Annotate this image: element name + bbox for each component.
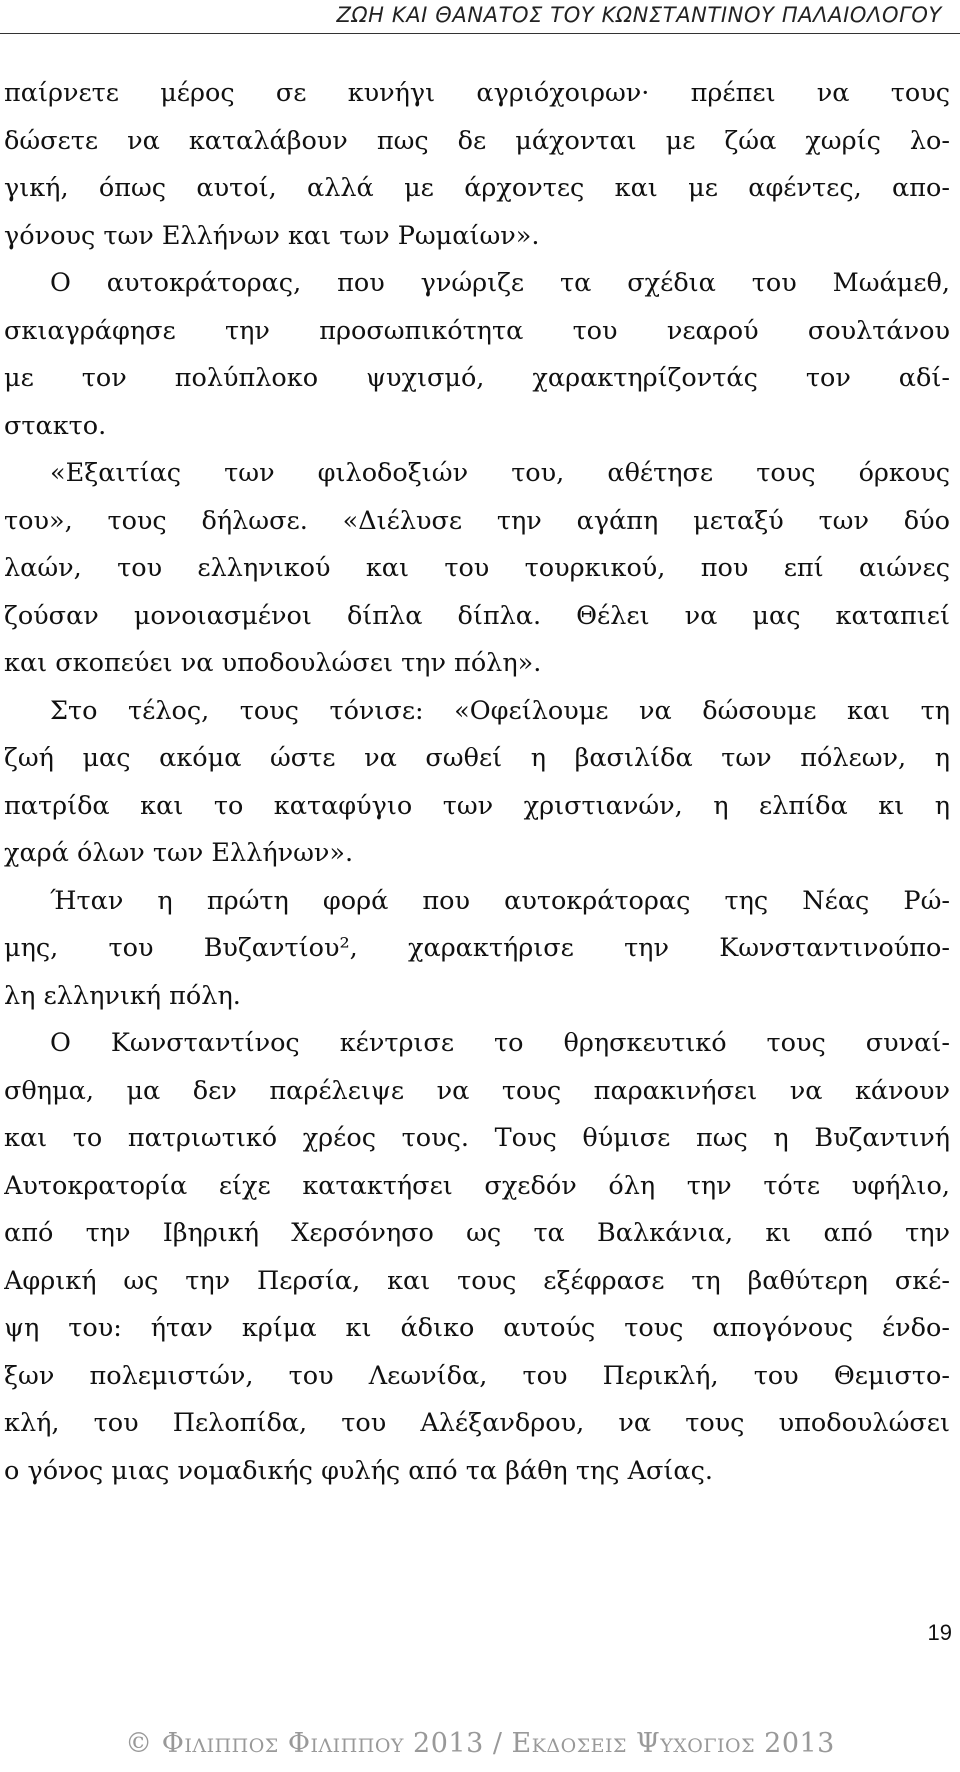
page-number: 19 <box>927 1620 952 1645</box>
text-line: «Εξαιτίας των φιλοδοξιών του, αθέτησε τους όρκους <box>50 458 950 488</box>
running-head-title: ΖΩΗ ΚΑΙ ΘΑΝΑΤΟΣ ΤΟΥ ΚΩΝΣΤΑΝΤΙΝΟΥ ΠΑΛΑΙΟΛΟΓΟΥ <box>336 3 942 27</box>
text-line: λη ελληνική πόλη. <box>4 980 241 1011</box>
text-line: ψη του: ήταν κρίμα κι άδικο αυτούς τους απογόνους ένδο- <box>4 1313 950 1343</box>
body-text <box>4 70 950 1495</box>
text-line: και το πατριωτικό χρέος τους. Τους θύμισε πως η Βυζαντινή <box>4 1123 950 1153</box>
text-line: και σκοπεύει να υποδουλώσει την πόλη». <box>4 648 542 678</box>
text-line: δώσετε να καταλάβουν πως δε μάχονται με ζώα χωρίς λο- <box>4 125 950 156</box>
text-line: γική, όπως αυτοί, αλλά με άρχοντες και με αφέντες, απο- <box>4 173 950 203</box>
text-line: Ο αυτοκράτορας, που γνώριζε τα σχέδια του Μωάμεθ, <box>50 268 950 298</box>
text-line: λαών, του ελληνικού και του τουρκικού, που επί αιώνες <box>4 553 950 583</box>
text-line: Αφρική ως την Περσία, και τους εξέφρασε τη βαθύτερη σκέ- <box>4 1265 950 1296</box>
copyright-line: © Φιλιππος Φιλιππου 2013 / Εκδοσεις Ψυχογιος 2013 <box>125 1728 835 1759</box>
text-line: πατρίδα και το καταφύγιο των χριστιανών, η ελπίδα κι η <box>4 790 950 821</box>
text-line: από την Ιβηρική Χερσόνησο ως τα Βαλκάνια, κι από την <box>4 1218 950 1248</box>
text-line: Ήταν η πρώτη φορά που αυτοκράτορας της Νέας Ρώ- <box>50 885 950 916</box>
text-line: μης, του Βυζαντίου², χαρακτήρισε την Κωνσταντινούπο- <box>4 933 950 963</box>
text-line: γόνους των Ελλήνων και των Ρωμαίων». <box>4 220 540 251</box>
text-line: του», τους δήλωσε. «Διέλυσε την αγάπη μεταξύ των δύο <box>4 505 950 536</box>
text-line: κλή, του Πελοπίδα, του Αλέξανδρου, να τους υποδουλώσει <box>4 1408 950 1438</box>
text-line: Αυτοκρατορία είχε κατακτήσει σχεδόν όλη την τότε υφήλιο, <box>4 1170 950 1201</box>
text-line: Ο Κωνσταντίνος κέντρισε το θρησκευτικό τους συναί- <box>50 1028 950 1058</box>
text-line: παίρνετε μέρος σε κυνήγι αγριόχοιρων· πρέπει να τους <box>4 78 950 108</box>
text-line: χαρά όλων των Ελλήνων». <box>4 838 354 868</box>
text-line: Στο τέλος, τους τόνισε: «Οφείλουμε να δώσουμε και τη <box>50 695 950 726</box>
text-line: στακτο. <box>4 410 107 441</box>
text-line: ζούσαν μονοιασμένοι δίπλα δίπλα. Θέλει να μας καταπιεί <box>4 600 950 631</box>
header-rule <box>0 33 960 34</box>
text-line: με τον πολύπλοκο ψυχισμό, χαρακτηρίζοντάς τον αδί- <box>4 363 950 393</box>
text-line: ο γόνος μιας νομαδικής φυλής από τα βάθη της Ασίας. <box>4 1455 714 1486</box>
text-line: ξων πολεμιστών, του Λεωνίδα, του Περικλή, του Θεμιστο- <box>4 1360 950 1391</box>
text-line: ζωή μας ακόμα ώστε να σωθεί η βασιλίδα των πόλεων, η <box>4 743 950 773</box>
text-line: σκιαγράφησε την προσωπικότητα του νεαρού σουλτάνου <box>4 315 950 346</box>
text-line: σθημα, μα δεν παρέλειψε να τους παρακινήσει να κάνουν <box>4 1075 950 1106</box>
